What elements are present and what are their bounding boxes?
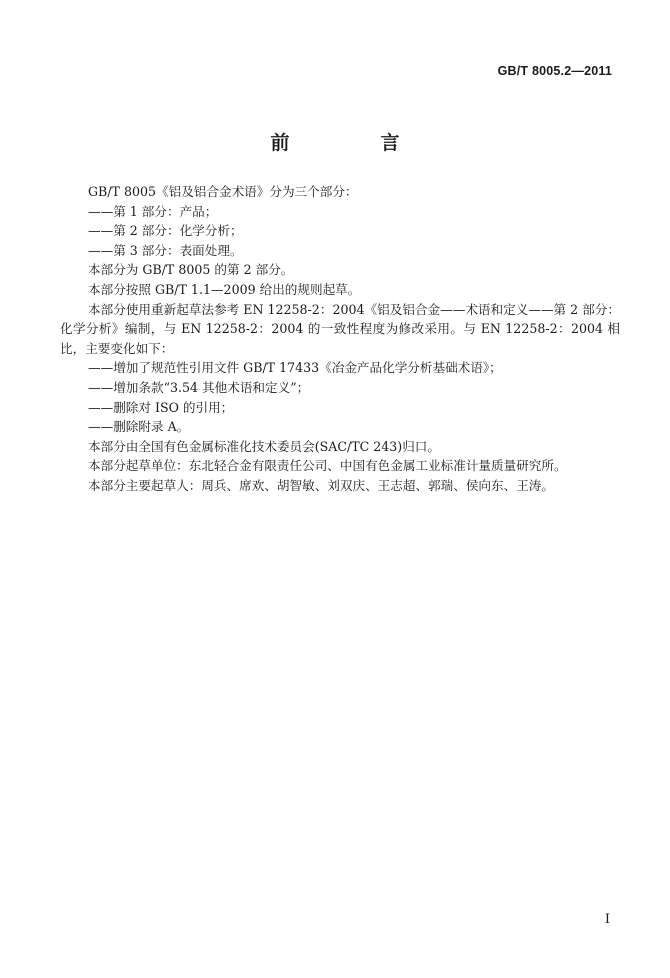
paragraph-reference-standard: 本部分使用重新起草法参考 EN 12258-2：2004《铝及铝合金——术语和定义——第 2 部分：化学分析》编制，与 EN 12258-2：2004 的一致性程度为修改采用。与 EN 12258-2：2004 相比，主要变化如下： bbox=[60, 301, 620, 356]
paragraph-part-3: ——第 3 部分：表面处理。 bbox=[88, 242, 243, 258]
paragraph-part-2: ——第 2 部分：化学分析； bbox=[88, 223, 243, 239]
paragraph-part-1: ——第 1 部分：产品； bbox=[88, 203, 218, 219]
page-number: I bbox=[604, 912, 610, 927]
standard-code: GB/T 8005.2—2011 bbox=[497, 64, 612, 78]
paragraph-drafters: 本部分主要起草人：周兵、席欢、胡智敏、刘双庆、王志超、郭瑞、侯向东、王涛。 bbox=[88, 477, 554, 493]
paragraph-committee: 本部分由全国有色金属标准化技术委员会(SAC/TC 243)归口。 bbox=[88, 438, 440, 454]
paragraph-change-2: ——增加条款“3.54 其他术语和定义”； bbox=[88, 379, 310, 395]
paragraph-change-4: ——删除附录 A。 bbox=[88, 419, 190, 435]
paragraph-parts-intro: GB/T 8005《铝及铝合金术语》分为三个部分： bbox=[88, 184, 358, 199]
foreword-body bbox=[60, 182, 620, 496]
paragraph-drafting-rules: 本部分按照 GB/T 1.1—2009 给出的规则起草。 bbox=[88, 281, 361, 297]
page-title: 前 言 bbox=[270, 132, 436, 154]
paragraph-this-part: 本部分为 GB/T 8005 的第 2 部分。 bbox=[88, 262, 294, 278]
paragraph-drafting-units: 本部分起草单位：东北轻合金有限责任公司、中国有色金属工业标准计量质量研究所。 bbox=[88, 458, 567, 474]
paragraph-change-1: ——增加了规范性引用文件 GB/T 17433《冶金产品化学分析基础术语》； bbox=[88, 360, 502, 376]
paragraph-change-3: ——删除对 ISO 的引用； bbox=[88, 399, 234, 415]
